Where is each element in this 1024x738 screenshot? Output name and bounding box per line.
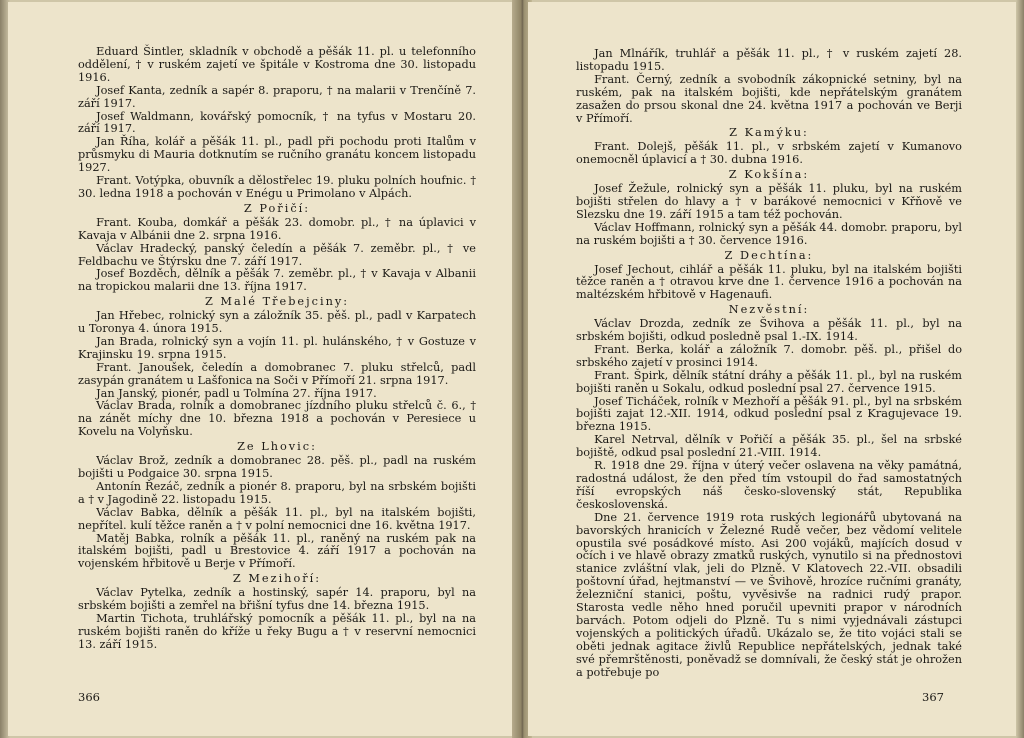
memorial-entry: Josef Ticháček, rolník v Mezhoří a pěšák 91. pl., byl na srbském bojišti zajat 12.-XII. 1914, odkud poslední psal z Kragujevace 19. března 1915. — [576, 394, 962, 434]
memorial-entry: Josef Kanta, zedník a sapér 8. praporu, † na malarii v Trenčíně 7. září 1917. — [78, 83, 476, 110]
memorial-entry: Jan Brada, rolnický syn a vojín 11. pl. hulánského, † v Gostuze v Krajinsku 19. srpna 1915. — [78, 334, 476, 361]
book-right-edge — [1016, 0, 1024, 738]
memorial-entry: Josef Jechout, cihlář a pěšák 11. pluku, byl na italském bojišti těžce raněn a † otravou krve dne 1. července 1916 a pochován na maltézském hřbitově v Hagenaufi. — [576, 262, 962, 302]
memorial-entry: Václav Pytelka, zedník a hostinský, sapér 14. praporu, byl na srbském bojišti a zemřel na břišní tyfus dne 14. března 1915. — [78, 586, 476, 613]
memorial-entry: Frant. Dolejš, pěšák 11. pl., v srbském zajetí v Kumanovo onemocněl úplavicí a † 30. dubna 1916. — [576, 140, 962, 167]
memorial-entry: R. 1918 dne 29. října v úterý večer oslavena na věky památná, radostná událost, že den před tím vstoupil do řad samostatných říší evropských náš česko-slovenský stát, Republika československá. — [576, 459, 962, 511]
memorial-entry: Frant. Špirk, dělník státní dráhy a pěšák 11. pl., byl na ruském bojišti raněn u Sokalu, odkud poslední psal 27. července 1915. — [576, 368, 962, 395]
section-heading: Z Mezihoří: — [232, 572, 322, 586]
memorial-entry: Frant. Černý, zedník a svobodník zákopnické setniny, byl na ruském, pak na italském bojišti, kde nepřátelským granátem zasažen do prsou skonal dne 24. května 1917 a pochován ve Berji v Přímoří. — [576, 72, 962, 125]
memorial-entry: Frant. Votýpka, obuvník a dělostřelec 19. pluku polních houfnic. † 30. ledna 1918 a pochován v Enégu u Primolano v Alpách. — [78, 174, 476, 200]
section-heading: Z Kokšína: — [728, 168, 810, 182]
memorial-entry: Václav Hradecký, panský čeledín a pěšák 7. zeměbr. pl., † ve Feldbachu ve Štýrsku dne 7. září 1917. — [78, 241, 476, 268]
memorial-entry: Jan Janský, pionér, padl u Tolmína 27. října 1917. — [96, 386, 377, 400]
memorial-entry: Dne 21. července 1919 rota ruských legionářů ubytovaná na bavorských hranicích v Železné Rudě večer, bez vědomí velitele opustila své posádkové místo. Asi 200 vojáků, majících dosud v očích i ve hlavě obrazy zmatků ruských, vynutilo si na přednostovi stanice zvláštní vlak, jeli do Plzně. V Klatovech 22.-VII. obsadili poštovní úřad, hejtmanství — ve Švihově, hrozíce ručními granáty, železniční stanici, poštu, vyvěsivše na radnici rudý prapor. Starosta vedle něho hned poručil upevniti prapor v národních barvách. Potom odjeli do Plzně. Tu s nimi vyjednávali zástupci vojenských a politických úřadů. Ukázalo se, že tito vojáci stali se oběti jednak agitace živlů Republice nepřátelských, jednak také své přemrštěnosti, poněvadž se domnívali, že český stát je ohrožen a potřebuje po — [576, 510, 962, 679]
memorial-entry: Josef Žežule, rolnický syn a pěšák 11. pluku, byl na ruském bojišti střelen do hlavy a † v barákové nemocnici v Křňově ve Slezsku dne 19. září 1915 a tam též pochován. — [576, 182, 962, 221]
memorial-entry: Antonín Řezáč, zedník a pionér 8. praporu, byl na srbském bojišti a † v Jagodině 22. listopadu 1915. — [78, 479, 476, 506]
memorial-entry: Matěj Babka, rolník a pěšák 11. pl., raněný na ruském pak na italském bojišti, padl u Brestovice 4. září 1917 a pochován na vojenském hřbitově u Berje v Přímoří. — [78, 531, 476, 571]
memorial-entry: Josef Bozděch, dělník a pěšák 7. zeměbr. pl., † v Kavaja v Albanii na tropickou malarii dne 13. října 1917. — [78, 267, 476, 294]
memorial-entry: Karel Netrval, dělník v Pořičí a pěšák 35. pl., šel na srbské bojiště, odkud psal poslední 21.-VIII. 1914. — [576, 433, 962, 460]
section-heading: Ze Lhovic: — [237, 440, 317, 454]
section-heading: Z Dechtína: — [724, 248, 814, 262]
memorial-entry: Frant. Kouba, domkář a pěšák 23. domobr. pl., † na úplavici v Kavaja v Albánii dne 2. srpna 1916. — [78, 215, 476, 242]
section-heading: Z Malé Třebejciny: — [204, 295, 350, 309]
left-page-text — [78, 46, 476, 652]
right-page — [528, 2, 1018, 736]
memorial-entry: Václav Brada, rolník a domobranec jízdního pluku střelců č. 6., † na zánět míchy dne 10. března 1918 a pochován v Peresiece u Kovelu na Volyňsku. — [78, 399, 476, 439]
section-heading: Nezvěstní: — [728, 303, 810, 317]
left-page-number: 366 — [78, 690, 100, 704]
section-heading: Z Pořičí: — [243, 201, 311, 215]
memorial-entry: Václav Hoffmann, rolnický syn a pěšák 44. domobr. praporu, byl na ruském bojišti a † 30. července 1916. — [576, 220, 962, 247]
memorial-entry: Eduard Šintler, skladník v obchodě a pěšák 11. pl. u telefonního oddělení, † v ruském zajetí ve špitále v Kostroma dne 30. listopadu 1916. — [78, 45, 476, 84]
memorial-entry: Václav Babka, dělník a pěšák 11. pl., byl na italském bojišti, nepřítel. kulí těžce raněn a † v polní nemocnici dne 16. května 1917. — [78, 505, 476, 532]
memorial-entry: Václav Drozda, zedník ze Švihova a pěšák 11. pl., byl na srbském bojišti, odkud posledně psal 1.-IX. 1914. — [576, 317, 962, 344]
right-page-number: 367 — [922, 690, 944, 704]
left-page — [8, 2, 516, 736]
memorial-entry: Jan Hřebec, rolnický syn a záložník 35. pěš. pl., padl v Karpatech u Toronya 4. února 1915. — [78, 309, 476, 336]
memorial-entry: Jan Říha, kolář a pěšák 11. pl., padl při pochodu proti Italům v průsmyku di Mauria dotknutím se ručního granátu koncem listopadu 1927. — [78, 135, 476, 175]
memorial-entry: Jan Mlnářík, truhlář a pěšák 11. pl., † v ruském zajetí 28. listopadu 1915. — [576, 47, 962, 73]
right-page-text — [576, 48, 962, 680]
memorial-entry: Václav Brož, zedník a domobranec 28. pěš. pl., padl na ruském bojišti u Podgaice 30. srpna 1915. — [78, 454, 476, 480]
memorial-entry: Martin Tichota, truhlářský pomocník a pěšák 11. pl., byl na na ruském bojišti raněn do kříže u řeky Bugu a † v reservní nemocnici 13. září 1915. — [78, 611, 476, 651]
memorial-entry: Frant. Janoušek, čeledín a domobranec 7. pluku střelců, padl zasypán granátem u Lašfonica na Soči v Přímoří 21. srpna 1917. — [78, 360, 476, 387]
memorial-entry: Frant. Berka, kolář a záložník 7. domobr. pěš. pl., přišel do srbského zajetí v prosinci 1914. — [576, 342, 962, 369]
memorial-entry: Josef Waldmann, kovářský pomocník, † na tyfus v Mostaru 20. září 1917. — [78, 109, 476, 136]
section-heading: Z Kamýku: — [729, 126, 809, 140]
